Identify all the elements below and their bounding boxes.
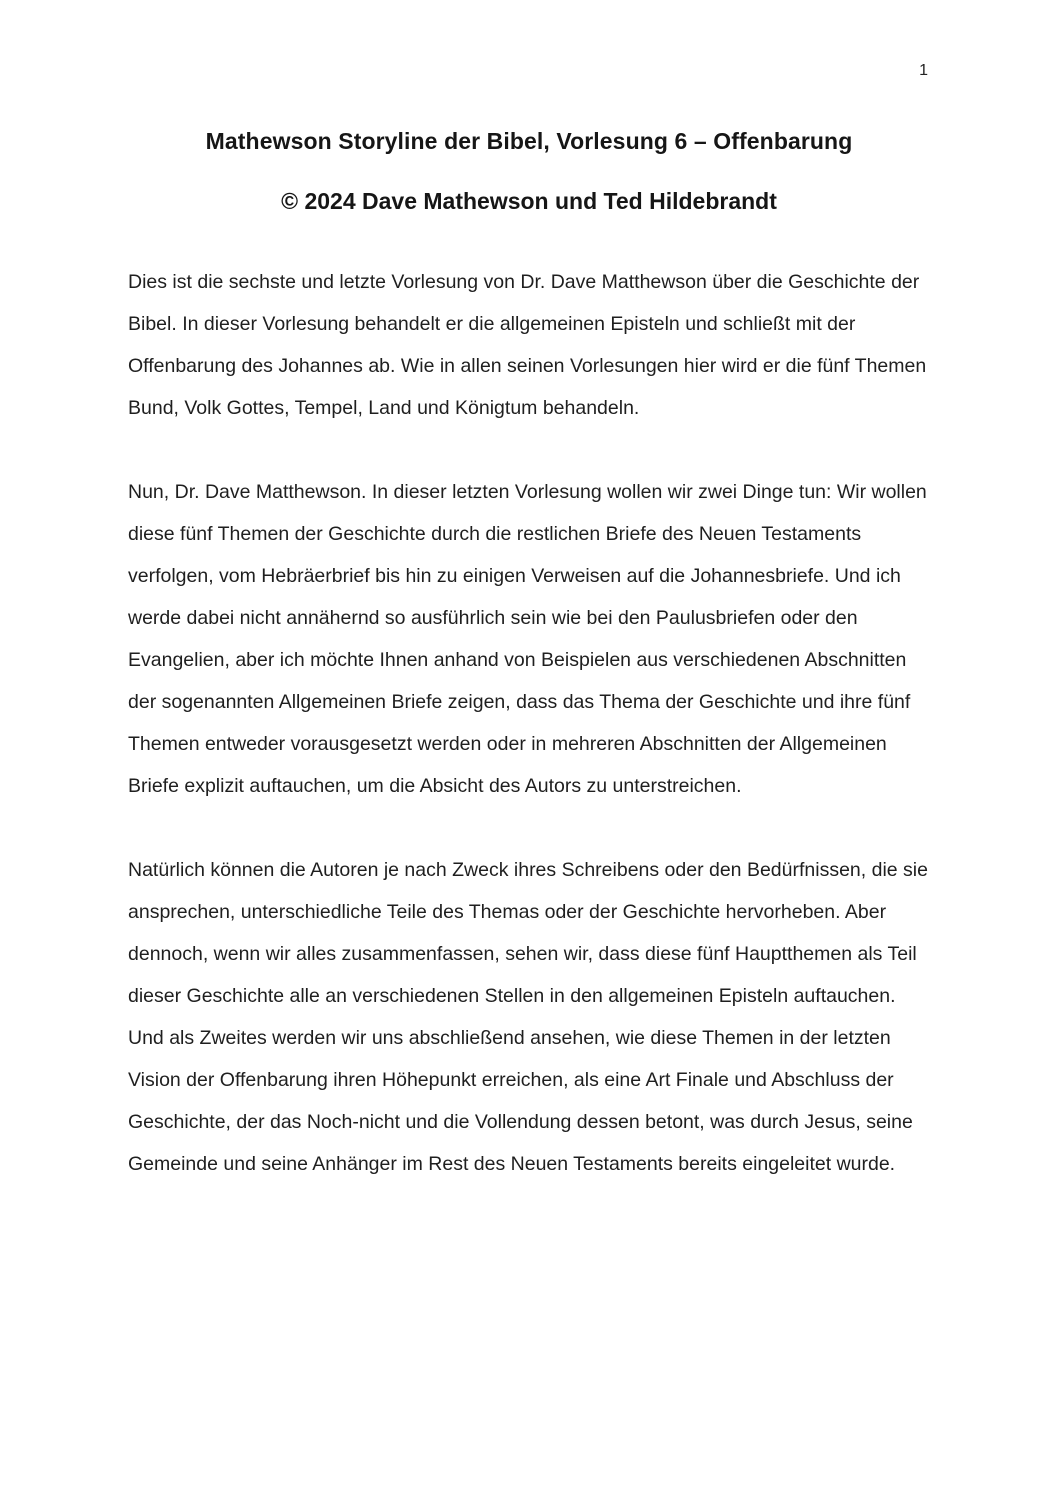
paragraph-2: Nun, Dr. Dave Matthewson. In dieser letzten Vorlesung wollen wir zwei Dinge tun: Wir wollen diese fünf Themen der Geschichte durch die restlichen Briefe des Neuen Testaments verfolgen, vom Hebräerbrief bis hin zu einigen Verweisen auf die Johannesbriefe. Und ich werde dabei nicht annähernd so ausführlich sein wie bei den Paulusbriefen oder den Evangelien, aber ich möchte Ihnen anhand von Beispielen aus verschiedenen Abschnitten der sogenannten Allgemeinen Briefe zeigen, dass das Thema der Geschichte und ihre fünf Themen entweder vorausgesetzt werden oder in mehreren Abschnitten der Allgemeinen Briefe explizit auftauchen, um die Absicht des Autors zu unterstreichen. [128,481,927,797]
document-title: Mathewson Storyline der Bibel, Vorlesung 6 – Offenbarung [205,128,853,154]
title-block [128,0,930,215]
paragraph-1: Dies ist die sechste und letzte Vorlesung von Dr. Dave Matthewson über die Geschichte der Bibel. In dieser Vorlesung behandelt er die allgemeinen Episteln und schließt mit der Offenbarung des Johannes ab. Wie in allen seinen Vorlesungen hier wird er die fünf Themen Bund, Volk Gottes, Tempel, Land und Königtum behandeln. [128,271,927,419]
document-copyright: © 2024 Dave Mathewson und Ted Hildebrandt [281,188,777,214]
page-number: 1 [919,62,928,79]
document-body [128,215,932,1185]
paragraph-3: Natürlich können die Autoren je nach Zweck ihres Schreibens oder den Bedürfnissen, die sie ansprechen, unterschiedliche Teile des Themas oder der Geschichte hervorheben. Aber dennoch, wenn wir alles zusammenfassen, sehen wir, dass diese fünf Hauptthemen als Teil dieser Geschichte alle an verschiedenen Stellen in den allgemeinen Episteln auftauchen. Und als Zweites werden wir uns abschließend ansehen, wie diese Themen in der letzten Vision der Offenbarung ihren Höhepunkt erreichen, als eine Art Finale und Abschluss der Geschichte, der das Noch-nicht und die Vollendung dessen betont, was durch Jesus, seine Gemeinde und seine Anhänger im Rest des Neuen Testaments bereits eingeleitet wurde. [128,859,928,1175]
